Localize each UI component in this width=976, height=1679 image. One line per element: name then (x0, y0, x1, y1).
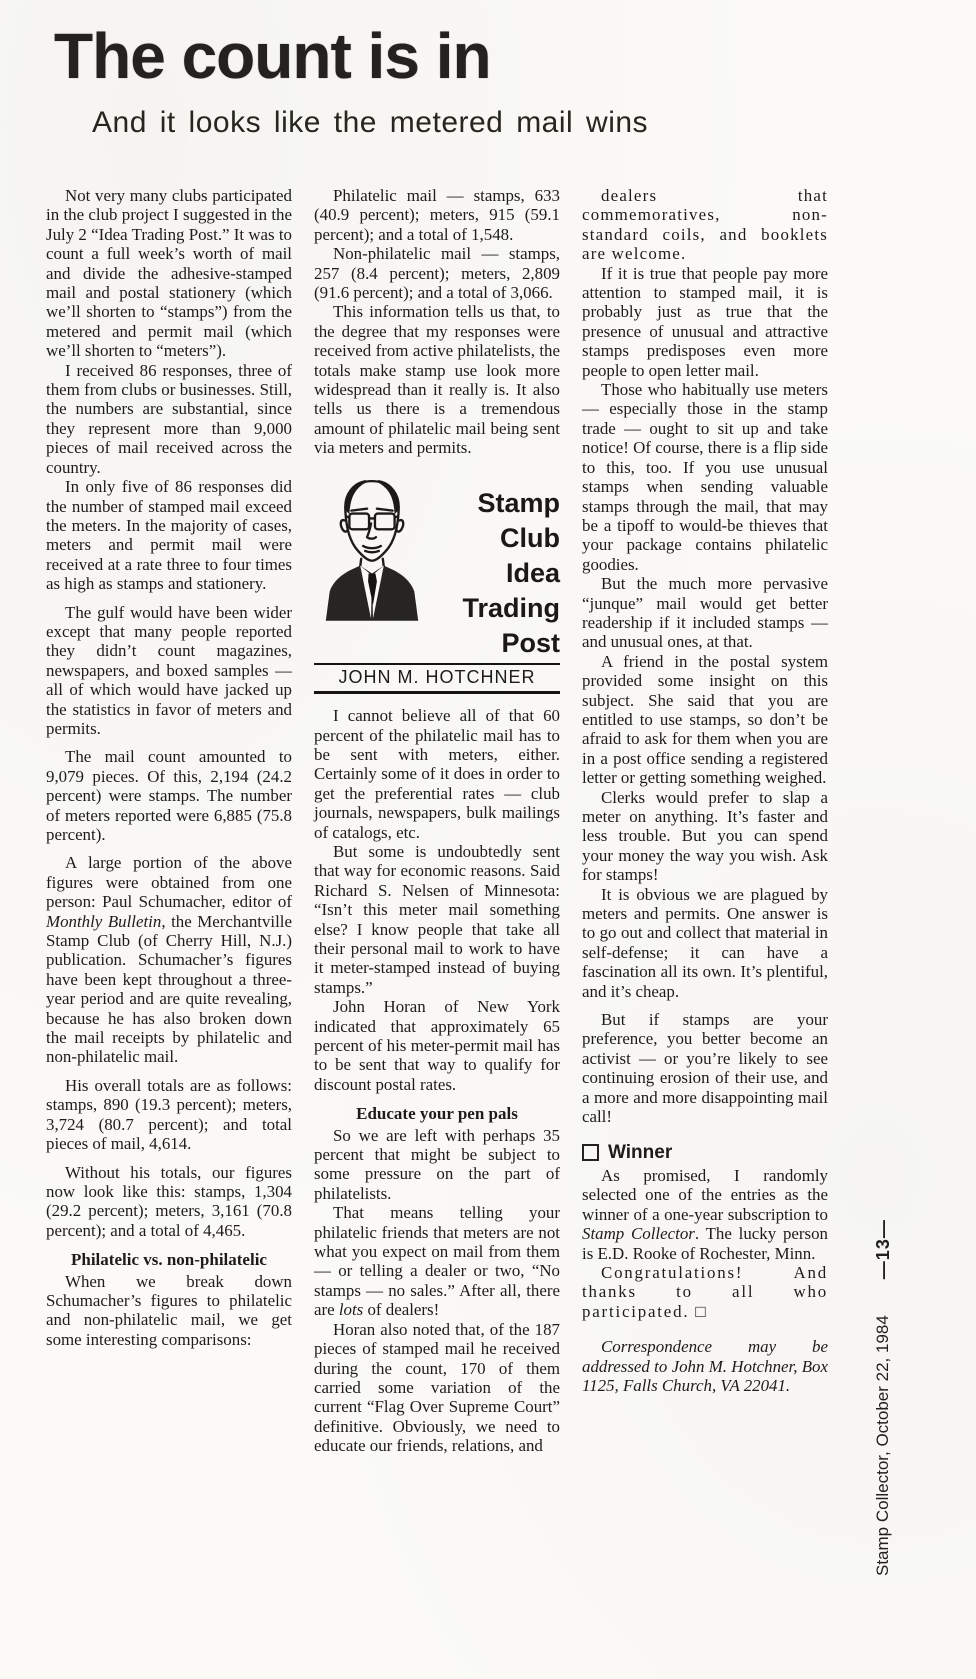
subhead-educate-your-pen-pals: Educate your pen pals (356, 1104, 518, 1124)
paragraph: Non-philatelic mail — stamps, 257 (8.4 percent); meters, 2,809 (91.6 percent); and a total of 3,066. (314, 244, 560, 303)
author-portrait-icon (314, 470, 430, 622)
paragraph: Those who habitually use meters — especially those in the stamp trade — ought to sit up and take notice! Of course, there is a flip side to this, too. If you use unusual stamps when sending valuable stamps through the mail, that may be a tipoff to would-be thieves that your package contains philatelic goodies. (582, 380, 828, 574)
paragraph: But the much more pervasive “junque” mail would get better readership if it included stamps — and unusual ones, at that. (582, 574, 828, 652)
paragraph: The mail count amounted to 9,079 pieces. Of this, 2,194 (24.2 percent) were stamps. The number of meters reported were 6,885 (75.8 percent). (46, 747, 292, 844)
page-number: —13— (872, 1219, 893, 1280)
paragraph: It is obvious we are plagued by meters and permits. One answer is to go out and collect that material in self-defense; it can have a fascination all its own. It’s plentiful, and it’s cheap. (582, 884, 828, 1001)
paragraph: In only five of 86 responses did the number of stamped mail exceed the meters. In the majority of cases, meters and permit mail were received at a rate three to four times as high as stamps and stationery. (46, 477, 292, 594)
column-byline-box (314, 470, 560, 694)
paragraph: Not very many clubs participated in the club project I suggested in the July 2 “Idea Trading Post.” It was to count a full week’s worth of mail and divide the adhesive-stamped mail and postal stationery (which we’ll shorten to “stamps”) from the metered and permit mail (which we’ll shorten to “meters”). (46, 186, 292, 361)
byline-title-line: Post (501, 627, 560, 658)
winner-label: Winner (608, 1141, 673, 1163)
column-3 (582, 186, 828, 1456)
paragraph: As promised, I randomly selected one of the entries as the winner of a one-year subscription to Stamp Collector. The lucky person is E.D. Rooke of Rochester, Minn. (582, 1165, 828, 1263)
subheadline: And it looks like the metered mail wins (92, 106, 649, 140)
paragraph: Without his totals, our figures now look like this: stamps, 1,304 (29.2 percent); meters, 3,161 (70.8 percent); and a total of 4,465. (46, 1162, 292, 1240)
author-name: JOHN M. HOTCHNER (338, 666, 536, 687)
column-2 (314, 186, 560, 1456)
paragraph: If it is true that people pay more attention to stamped mail, it is probably just as true that the presence of unusual and attractive stamps predisposes even more people to open letter mail. (582, 263, 828, 380)
byline-rule-bottom (314, 691, 560, 694)
paragraph: Philatelic mail — stamps, 633 (40.9 percent); meters, 915 (59.1 percent); and a total of 1,548. (314, 186, 560, 244)
paragraph: When we break down Schumacher’s figures to philatelic and non-philatelic mail, we get some interesting comparisons: (46, 1271, 292, 1349)
publication-date-line: Stamp Collector, October 22, 1984 (873, 1315, 892, 1576)
winner-square-icon (582, 1144, 599, 1161)
winner-subhead (582, 1143, 828, 1162)
paragraph: dealers that commemoratives, non-standard coils, and booklets are welcome. (582, 186, 828, 264)
paragraph: A friend in the postal system provided some insight on this subject. She said that you are entitled to use stamps, so don’t be afraid to ask for them when you are in a post office sending a registered letter or getting something weighed. (582, 651, 828, 788)
paragraph: But some is undoubtedly sent that way for economic reasons. Said Richard S. Nelsen of Minnesota: “Isn’t this meter mail something else? I know people that take all their personal mail to work to have it meter-stamped instead of buying stamps.” (314, 841, 560, 997)
paragraph: His overall totals are as follows: stamps, 890 (19.3 percent); meters, 3,724 (80.7 percent); and total pieces of mail, 4,614. (46, 1075, 292, 1154)
byline-title-line: Trading (462, 592, 560, 623)
byline-title-line: Stamp Club (477, 487, 560, 553)
column-1 (46, 186, 292, 1456)
article-header (0, 0, 976, 139)
subhead-philatelic-vs-non-philatelic: Philatelic vs. non-philatelic (71, 1250, 267, 1270)
paragraph: That means telling your philatelic friends that meters are not what you expect on mail from them — or telling a dealer or two, “No stamps — no sales.” After all, there are lots of dealers! (314, 1203, 560, 1320)
paragraph: I cannot believe all of that 60 percent of the philatelic mail has to be sent with meters, either. Certainly some of it does in order to get the preferential rates — club journals, newspapers, bulk mailings of catalogs, etc. (314, 706, 560, 842)
page-margin-strip (870, 1176, 896, 1576)
paragraph: The gulf would have been wider except that many people reported they didn’t count magazines, newspapers, and boxed samples — all of which would have jacked up the statistics in favor of meters and permits. (46, 602, 292, 738)
paragraph: Horan also noted that, of the 187 pieces of stamped mail he received during the count, 170 of them carried some variation of the current “Flag Over Supreme Court” definitive. Obviously, we need to educate our friends, relations, and (314, 1319, 560, 1456)
paragraph: This information tells us that, to the degree that my responses were received from active philatelists, the totals make stamp use look more widespread than it really is. It also tells us there is a tremendous amount of philatelic mail being sent via meters and permits. (314, 302, 560, 458)
paragraph: John Horan of New York indicated that approximately 65 percent of his meter-permit mail has to be sent that way to qualify for discount postal rates. (314, 997, 560, 1094)
paragraph: But if stamps are your preference, you better become an activist — or you’re likely to see continuing erosion of their use, and a more and more disappointing mail call! (582, 1010, 828, 1127)
byline-box-top (314, 470, 560, 661)
byline-box-title (430, 470, 560, 661)
paragraph: So we are left with perhaps 35 percent that might be subject to some pressure on the part of philatelists. (314, 1125, 560, 1203)
correspondence-note: Correspondence may be addressed to John M. Hotchner, Box 1125, Falls Church, VA 22041. (582, 1337, 828, 1395)
paragraph: Congratulations! And thanks to all who participated. □ (582, 1262, 828, 1321)
article-body (46, 186, 828, 1456)
headline: The count is in (54, 20, 491, 92)
paragraph: A large portion of the above figures were obtained from one person: Paul Schumacher, editor of Monthly Bulletin, the Merchantville Stamp Club (of Cherry Hill, N.J.) publication. Schumacher’s figures have been kept throughout a three-year period and are quite revealing, because he has also broken down the mail receipts by philatelic and non-philatelic mail. (46, 853, 292, 1067)
paragraph: Clerks would prefer to slap a meter on anything. It’s faster and less trouble. But you can spend your money the way you wish. Ask for stamps! (582, 787, 828, 885)
paragraph: I received 86 responses, three of them from clubs or businesses. Still, the numbers are substantial, since they represent more than 9,000 pieces of mail received across the country. (46, 360, 292, 477)
byline-title-line: Idea (505, 557, 560, 588)
